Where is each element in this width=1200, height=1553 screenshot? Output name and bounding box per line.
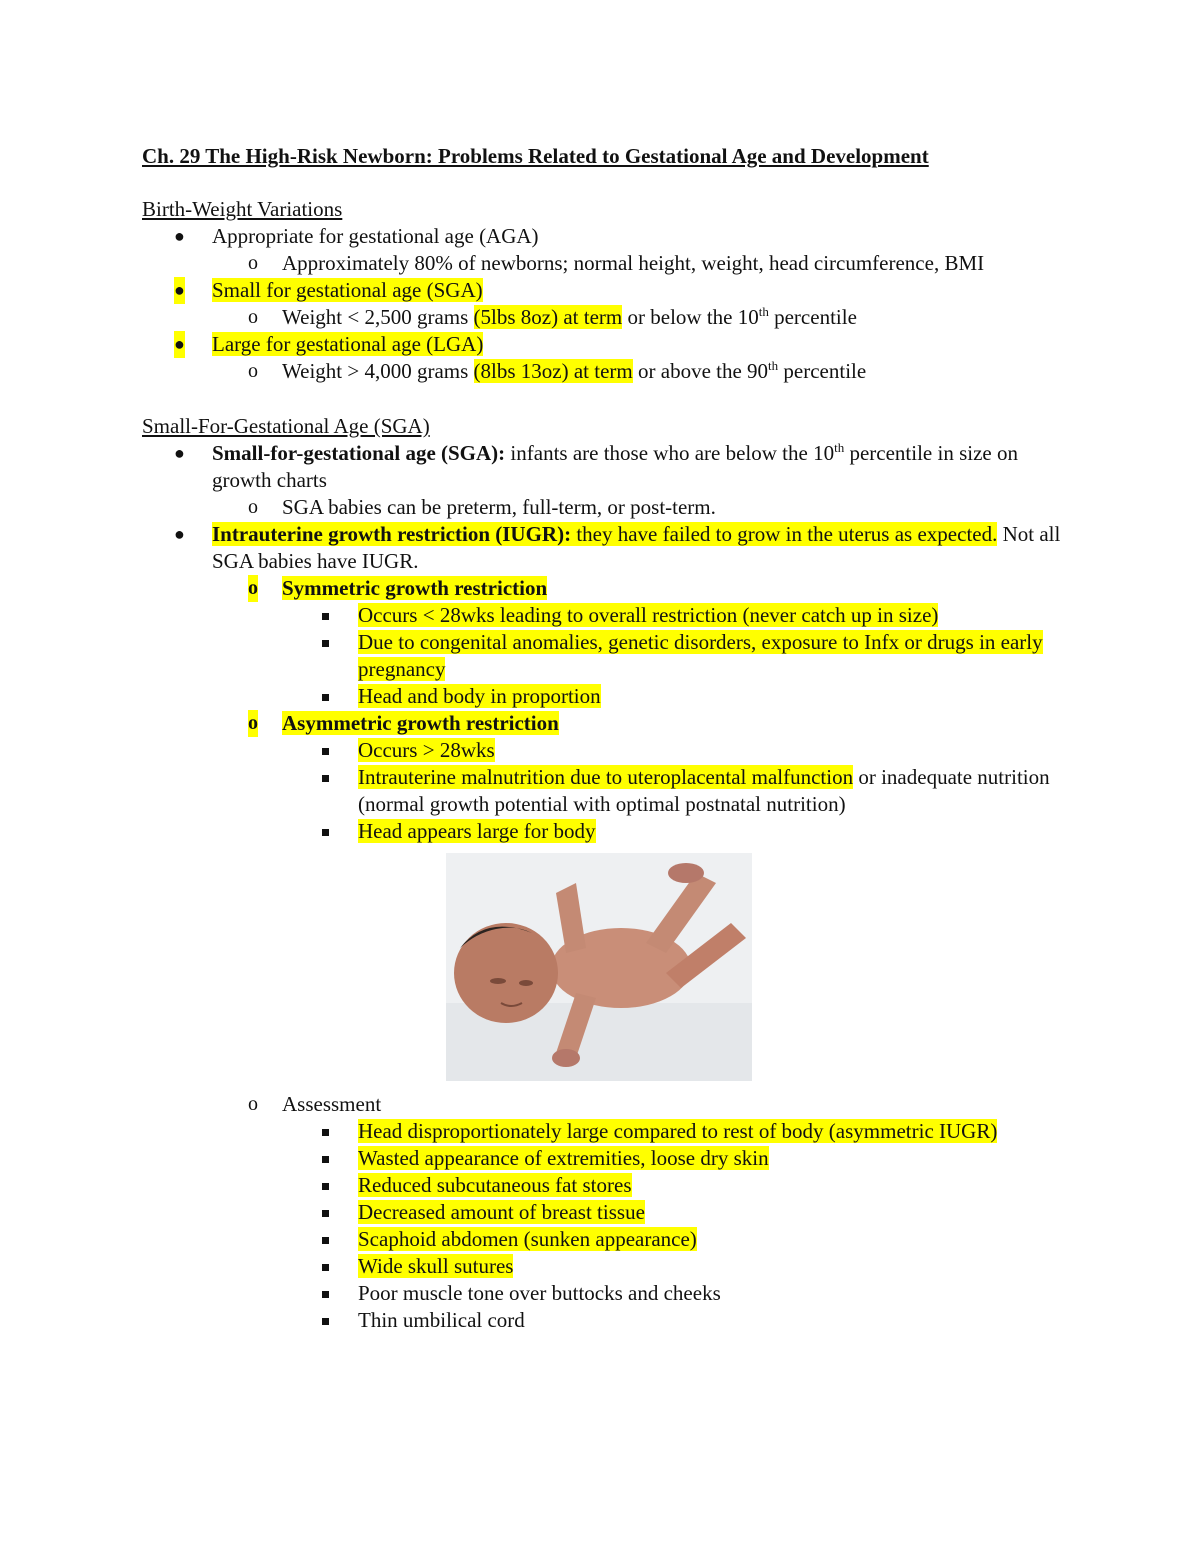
newborn-photo (446, 853, 752, 1081)
list-item: ● Small for gestational age (SGA) (174, 278, 483, 302)
bullet-dot-icon: ● (174, 226, 185, 246)
bullet-dot-icon: ● (174, 443, 185, 463)
list-item: o Symmetric growth restriction (248, 576, 548, 600)
list-item: ● Large for gestational age (LGA) (174, 332, 484, 356)
list-item: ● Appropriate for gestational age (AGA) (174, 224, 539, 248)
square-bullet-icon (322, 1318, 329, 1325)
list-item: o Weight < 2,500 grams (5lbs 8oz) at term or below the 10th percentile (248, 304, 857, 329)
section-heading-birth-weight: Birth-Weight Variations (142, 197, 343, 221)
square-bullet-icon (322, 1183, 329, 1190)
list-item: Poor muscle tone over buttocks and cheeks (142, 1280, 1062, 1307)
square-bullet-icon (322, 1264, 329, 1271)
list-item: Wide skull sutures (142, 1253, 1062, 1280)
square-bullet-icon (322, 1237, 329, 1244)
list-item: o SGA babies can be preterm, full-term, or post-term. (248, 495, 716, 519)
list-item: Head disproportionately large compared to rest of body (asymmetric IUGR) (142, 1118, 1062, 1145)
circle-bullet-icon: o (248, 1093, 258, 1115)
section-heading-sga: Small-For-Gestational Age (SGA) (142, 414, 430, 438)
bullet-dot-icon: ● (174, 277, 185, 304)
list-item: o Asymmetric growth restriction (248, 711, 559, 735)
list-item: Decreased amount of breast tissue (142, 1199, 1062, 1226)
square-bullet-icon (322, 1156, 329, 1163)
bullet-dot-icon: ● (174, 524, 185, 544)
square-bullet-icon (322, 829, 329, 836)
square-bullet-icon (322, 775, 329, 782)
list-item: Occurs > 28wks (142, 737, 1062, 764)
square-bullet-icon (322, 1210, 329, 1217)
list-item: Head appears large for body (142, 818, 1062, 845)
list-item: ● Intrauterine growth restriction (IUGR): they have failed to grow in the uterus as expected. Not all SGA babies have IUGR. (174, 522, 1061, 573)
list-item: Occurs < 28wks leading to overall restriction (never catch up in size) (142, 602, 1062, 629)
list-item: ● Small-for-gestational age (SGA): infants are those who are below the 10th percentile in size on growth charts (174, 440, 1018, 492)
square-bullet-icon (322, 613, 329, 620)
square-bullet-icon (322, 694, 329, 701)
list-item: Thin umbilical cord (142, 1307, 1062, 1334)
list-item: Due to congenital anomalies, genetic disorders, exposure to Infx or drugs in early pregnancy (142, 629, 1062, 683)
square-bullet-icon (322, 748, 329, 755)
circle-bullet-icon: o (248, 496, 258, 518)
list-item: o Approximately 80% of newborns; normal height, weight, head circumference, BMI (248, 251, 985, 275)
circle-bullet-icon: o (248, 252, 258, 274)
circle-bullet-icon: o (248, 360, 258, 382)
list-item: o Assessment (248, 1092, 382, 1116)
list-item: Head and body in proportion (142, 683, 1062, 710)
circle-bullet-icon: o (248, 306, 258, 328)
page-title: Ch. 29 The High-Risk Newborn: Problems Related to Gestational Age and Development (142, 144, 929, 168)
list-item: Intrauterine malnutrition due to uteroplacental malfunction or inadequate nutrition (normal growth potential with optimal postnatal nutrition) (142, 764, 1062, 818)
document-page (142, 143, 1062, 1334)
square-bullet-icon (322, 640, 329, 647)
list-item: Scaphoid abdomen (sunken appearance) (142, 1226, 1062, 1253)
circle-bullet-icon: o (248, 575, 258, 602)
newborn-illustration (446, 853, 752, 1081)
list-item: o Weight > 4,000 grams (8lbs 13oz) at term or above the 90th percentile (248, 358, 867, 383)
list-item: Reduced subcutaneous fat stores (142, 1172, 1062, 1199)
circle-bullet-icon: o (248, 710, 258, 737)
square-bullet-icon (322, 1291, 329, 1298)
bullet-dot-icon: ● (174, 331, 185, 358)
list-item: Wasted appearance of extremities, loose dry skin (142, 1145, 1062, 1172)
square-bullet-icon (322, 1129, 329, 1136)
